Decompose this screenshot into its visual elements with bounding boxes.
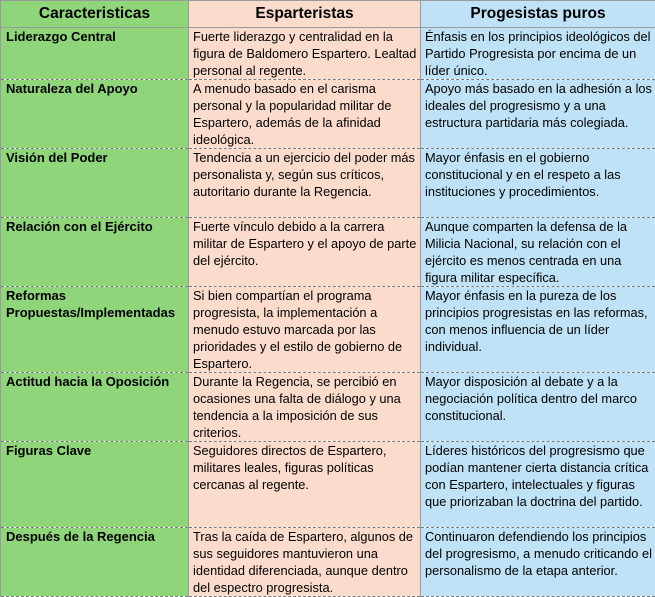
row-key: Relación con el Ejército	[1, 218, 189, 287]
progresistas-cell: Mayor disposición al debate y a la negociación política dentro del marco constitucional.	[421, 373, 655, 442]
esparteristas-cell: Si bien compartían el programa progresista, la implementación a menudo estuvo marcada por las prioridades y el estilo de gobierno de Espartero.	[189, 287, 421, 373]
table-row	[1, 149, 655, 218]
progresistas-cell: Aunque comparten la defensa de la Milicia Nacional, su relación con el ejército es menos centrada en una figura militar específica.	[421, 218, 655, 287]
table-row	[1, 218, 655, 287]
table-row	[1, 80, 655, 149]
esparteristas-cell: Fuerte liderazgo y centralidad en la figura de Baldomero Espartero. Lealtad personal al regente.	[189, 28, 421, 80]
header-row	[1, 1, 655, 28]
esparteristas-cell: Fuerte vínculo debido a la carrera militar de Espartero y el apoyo de parte del ejército.	[189, 218, 421, 287]
header-esparteristas: Esparteristas	[189, 1, 421, 28]
row-key: Actitud hacia la Oposición	[1, 373, 189, 442]
table-row	[1, 373, 655, 442]
table-row	[1, 28, 655, 80]
progresistas-cell: Líderes históricos del progresismo que podían mantener cierta distancia crítica con Espartero, intelectuales y figuras que priorizaban la doctrina del partido.	[421, 442, 655, 528]
esparteristas-cell: Seguidores directos de Espartero, militares leales, figuras políticas cercanas al regente.	[189, 442, 421, 528]
table-row	[1, 287, 655, 373]
table-row	[1, 528, 655, 597]
esparteristas-cell: Tras la caída de Espartero, algunos de sus seguidores mantuvieron una identidad diferenciada, aunque dentro del espectro progresista.	[189, 528, 421, 597]
progresistas-cell: Apoyo más basado en la adhesión a los ideales del progresismo y a una estructura partidaria más colegiada.	[421, 80, 655, 149]
row-key: Visión del Poder	[1, 149, 189, 218]
row-key: Figuras Clave	[1, 442, 189, 528]
table-row	[1, 442, 655, 528]
progresistas-cell: Énfasis en los principios ideológicos del Partido Progresista por encima de un líder único.	[421, 28, 655, 80]
esparteristas-cell: Tendencia a un ejercicio del poder más personalista y, según sus críticos, autoritario durante la Regencia.	[189, 149, 421, 218]
row-key: Liderazgo Central	[1, 28, 189, 80]
header-caracteristicas: Caracteristicas	[1, 1, 189, 28]
progresistas-cell: Mayor énfasis en la pureza de los principios progresistas en las reformas, con menos influencia de un líder individual.	[421, 287, 655, 373]
row-key: Naturaleza del Apoyo	[1, 80, 189, 149]
esparteristas-cell: Durante la Regencia, se percibió en ocasiones una falta de diálogo y una tendencia a la imposición de sus criterios.	[189, 373, 421, 442]
progresistas-cell: Mayor énfasis en el gobierno constitucional y en el respeto a las instituciones y procedimientos.	[421, 149, 655, 218]
row-key: Después de la Regencia	[1, 528, 189, 597]
row-key: Reformas Propuestas/Implementadas	[1, 287, 189, 373]
esparteristas-cell: A menudo basado en el carisma personal y la popularidad militar de Espartero, además de la afinidad ideológica.	[189, 80, 421, 149]
progresistas-cell: Continuaron defendiendo los principios del progresismo, a menudo criticando el personalismo de la etapa anterior.	[421, 528, 655, 597]
header-progresistas: Progesistas puros	[421, 1, 655, 28]
